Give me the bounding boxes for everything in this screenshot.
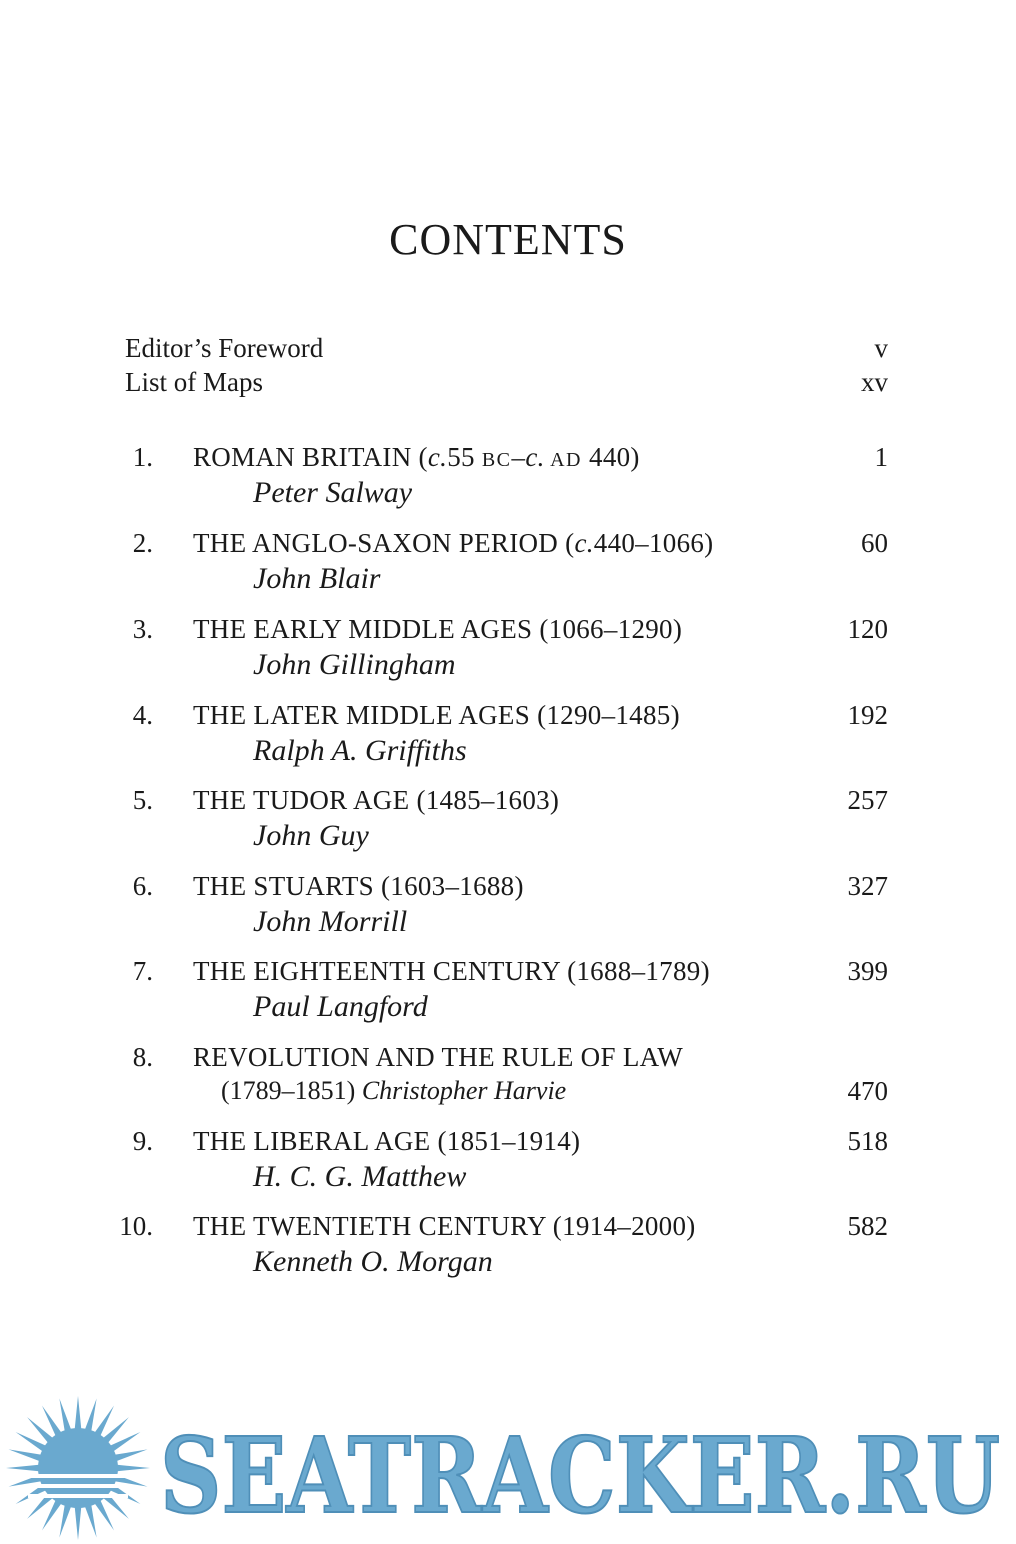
chapter-number: 3. — [132, 614, 153, 644]
chapter-entry[interactable] — [119, 1211, 888, 1291]
page-number: 399 — [847, 956, 888, 986]
chapter-author: Peter Salway — [253, 476, 413, 509]
sun-ray — [59, 1504, 71, 1538]
sun-logo-icon — [6, 1396, 150, 1540]
chapter-title: THE ANGLO-SAXON PERIOD (c.440–1066) — [193, 528, 714, 558]
front-matter-label: List of Maps — [125, 367, 263, 397]
chapter-author: Ralph A. Griffiths — [253, 734, 467, 767]
watermark-text: SEATRACKER.RU — [160, 1414, 1000, 1537]
page-number: 60 — [861, 528, 888, 558]
sun-ray — [59, 1399, 71, 1433]
chapter-number: 5. — [132, 785, 153, 815]
chapter-title: THE LIBERAL AGE (1851–1914) — [193, 1126, 581, 1156]
sun-ray — [114, 1449, 148, 1461]
chapter-number: 10. — [119, 1211, 153, 1241]
chapter-title: THE STUARTS (1603–1688) — [193, 871, 524, 901]
page-number: 582 — [847, 1211, 888, 1241]
chapter-title: THE EIGHTEENTH CENTURY (1688–1789) — [193, 956, 710, 986]
page-number: 327 — [847, 871, 888, 901]
chapter-dates-author — [221, 1076, 566, 1106]
sun-ray — [9, 1449, 43, 1461]
chapter-title: THE EARLY MIDDLE AGES (1066–1290) — [193, 614, 683, 644]
chapter-author: Kenneth O. Morgan — [253, 1245, 493, 1278]
horizon-lines-icon — [28, 1474, 128, 1498]
chapter-title: THE TWENTIETH CENTURY (1914–2000) — [193, 1211, 696, 1241]
chapter-entry[interactable] — [125, 956, 888, 1036]
chapter-number: 8. — [132, 1042, 153, 1072]
chapter-title: ROMAN BRITAIN (c.55 BC–c. AD 440) — [193, 442, 640, 472]
chapter-number: 2. — [132, 528, 153, 558]
sun-ray — [75, 1396, 82, 1430]
page-number: v — [874, 333, 888, 363]
chapter-author: Paul Langford — [253, 990, 428, 1023]
chapter-author: John Blair — [253, 562, 381, 595]
chapter-title: REVOLUTION AND THE RULE OF LAW — [193, 1042, 684, 1072]
page-title: CONTENTS — [389, 215, 627, 264]
chapter-number: 7. — [132, 956, 153, 986]
page-number: 120 — [847, 614, 888, 644]
sun-ray — [75, 1506, 82, 1540]
page-number: 192 — [847, 700, 888, 730]
chapter-entry[interactable] — [125, 1042, 888, 1122]
chapter-number: 9. — [132, 1126, 153, 1156]
page-number: 257 — [847, 785, 888, 815]
page-number: xv — [861, 367, 888, 397]
chapter-entry[interactable] — [125, 614, 888, 694]
sun-ray — [6, 1465, 40, 1472]
chapter-entry[interactable] — [125, 700, 888, 780]
chapter-entry[interactable] — [125, 871, 888, 951]
chapter-title: THE LATER MIDDLE AGES (1290–1485) — [193, 700, 680, 730]
chapter-author: H. C. G. Matthew — [253, 1160, 467, 1193]
chapter-dates: (1789–1851) — [221, 1076, 356, 1105]
sun-ray — [85, 1399, 97, 1433]
chapter-number: 6. — [132, 871, 153, 901]
chapter-entry[interactable] — [125, 528, 888, 608]
page-number: 1 — [874, 442, 888, 472]
chapter-entry[interactable] — [125, 442, 888, 522]
page-number: 470 — [847, 1076, 888, 1106]
chapter-number: 4. — [132, 700, 153, 730]
front-matter-item[interactable] — [125, 333, 888, 367]
chapter-author: John Guy — [253, 819, 369, 852]
chapter-title: THE TUDOR AGE (1485–1603) — [193, 785, 560, 815]
chapter-author: John Gillingham — [253, 648, 456, 681]
chapter-entry[interactable] — [125, 785, 888, 865]
front-matter-item[interactable] — [125, 367, 888, 401]
sun-ray — [116, 1465, 150, 1472]
sun-ray — [85, 1504, 97, 1538]
chapter-entry[interactable] — [125, 1126, 888, 1206]
chapter-number: 1. — [132, 442, 153, 472]
page-number: 518 — [847, 1126, 888, 1156]
chapter-author: Christopher Harvie — [361, 1076, 567, 1105]
front-matter-label: Editor’s Foreword — [125, 333, 324, 363]
watermark — [0, 1390, 1016, 1540]
chapter-author: John Morrill — [253, 905, 408, 938]
